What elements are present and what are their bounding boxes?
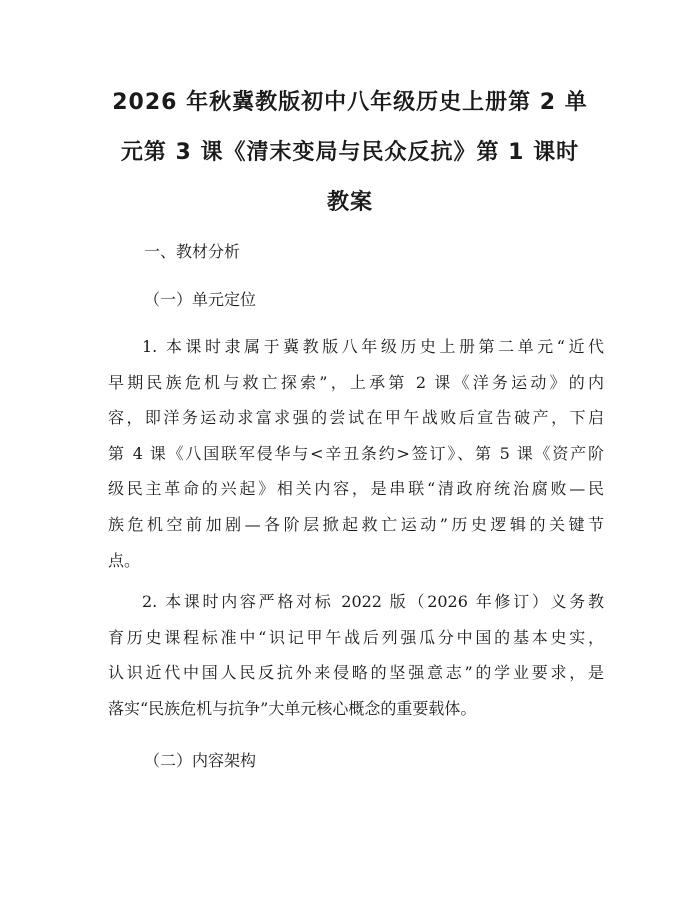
paragraph-line: 点。 <box>108 550 141 570</box>
title-line-1: 2026 年秋冀教版初中八年级历史上册第 2 单 <box>112 90 588 115</box>
subsection-heading-unit-position: （一）单元定位 <box>144 290 257 309</box>
paragraph-line: 落实“民族危机与抗争”大单元核心概念的重要载体。 <box>108 698 477 718</box>
paragraph-line: 早期民族危机与救亡探索”，上承第 2 课《洋务运动》的内 <box>108 372 604 392</box>
paragraph-line: 1. 本课时隶属于冀教版八年级历史上册第二单元“近代 <box>142 337 604 356</box>
paragraph-line: 2. 本课时内容严格对标 2022 版（2026 年修订）义务教 <box>142 592 604 611</box>
paragraph-unit-position-2 <box>108 584 604 726</box>
paragraph-line: 族危机空前加剧—各阶层掀起救亡运动”历史逻辑的关键节 <box>108 514 604 534</box>
paragraph-line: 育历史课程标准中“识记甲午战后列强瓜分中国的基本史实， <box>108 627 604 647</box>
paragraph-unit-position-1 <box>108 329 604 578</box>
paragraph-line: 级民主革命的兴起》相关内容，是串联“清政府统治腐败—民 <box>108 479 604 499</box>
paragraph-line: 第 4 课《八国联军侵华与<辛丑条约>签订》、第 5 课《资产阶 <box>108 443 604 463</box>
document-title <box>96 78 604 228</box>
subsection-heading-content-structure: （二）内容架构 <box>144 751 257 770</box>
title-line-2: 元第 3 课《清末变局与民众反抗》第 1 课时 <box>120 140 580 165</box>
paragraph-line: 认识近代中国人民反抗外来侵略的坚强意志”的学业要求，是 <box>108 663 604 683</box>
paragraph-line: 容，即洋务运动求富求强的尝试在甲午战败后宣告破产，下启 <box>108 408 604 428</box>
title-line-3: 教案 <box>326 190 373 215</box>
section-heading-material-analysis: 一、教材分析 <box>144 242 241 261</box>
